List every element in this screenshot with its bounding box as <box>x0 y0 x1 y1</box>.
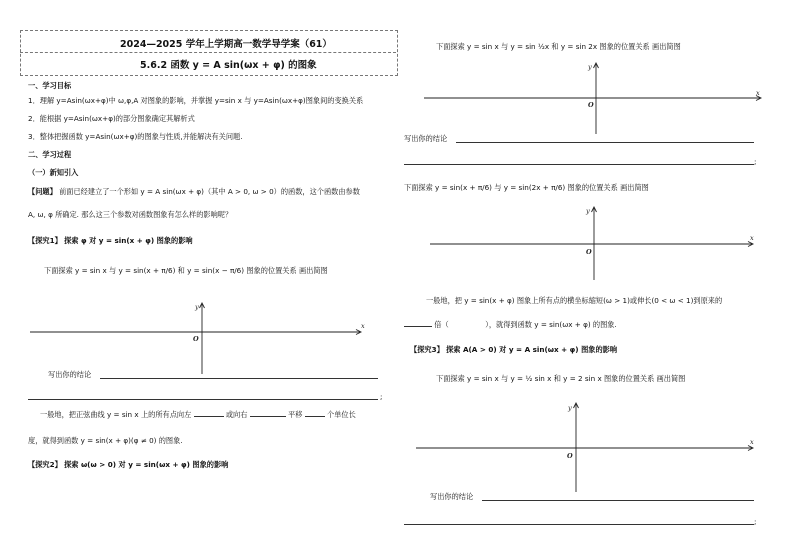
x-axis-label: x <box>750 438 754 446</box>
question-label: 【问题】 <box>28 187 57 196</box>
blank-units[interactable] <box>305 416 325 417</box>
semicolon-2: ; <box>754 157 757 166</box>
question-line-2: A, ω, φ 所确定. 那么这三个参数对函数图象有怎么样的影响呢？ <box>28 210 233 219</box>
explore2-conclusion-line-2[interactable] <box>404 164 754 165</box>
question-line-1 <box>28 187 360 197</box>
explore1-general-line-2: 度，就得到函数 y = sin(x + φ)(φ ≠ 0) 的图象. <box>28 436 183 445</box>
origin-label: O <box>193 335 199 343</box>
explore2-general-line-2 <box>404 320 617 330</box>
explore3-label: 【探究3】 <box>410 345 444 354</box>
explore1-title: 探索 φ 对 y = sin(x + φ) 图象的影响 <box>64 236 193 245</box>
page-subtitle: 5.6.2 函数 y = A sin(ωx + φ) 的图象 <box>140 60 317 71</box>
y-axis-label: y <box>588 63 592 71</box>
general-text-4: 个单位长 <box>327 410 356 419</box>
explore1-task: 下面探索 y = sin x 与 y = sin(x + π/6) 和 y = sin(x − π/6) 图象的位置关系 画出简图 <box>44 266 328 275</box>
explore2-general-line-1: 一般地，把 y = sin(x + φ) 图象上所有点的横坐标缩短(ω > 1)或伸长(0 < ω < 1)到原来的 <box>426 296 723 305</box>
explore3-conclusion-label: 写出你的结论 <box>430 492 474 501</box>
goals-heading: 一、学习目标 <box>28 81 72 90</box>
explore3-conclusion-line-2[interactable] <box>404 524 754 525</box>
explore3-task: 下面探索 y = sin x 与 y = ½ sin x 和 y = 2 sin x 图象的位置关系 画出简图 <box>436 374 686 383</box>
x-axis-label: x <box>756 89 760 97</box>
x-axis-label: x <box>750 234 754 242</box>
explore2-label: 【探究2】 <box>28 460 62 469</box>
page-title: 2024—2025 学年上学期高一数学导学案（61） <box>120 39 332 50</box>
explore1-conclusion-label: 写出你的结论 <box>48 370 92 379</box>
graph-axes-4 <box>408 402 768 496</box>
general-text-end: ），就得到函数 y = sin(ωx + φ) 的图象. <box>485 320 617 329</box>
explore1-conclusion-line-1[interactable] <box>100 378 378 379</box>
title-divider <box>20 52 396 53</box>
general-text-3: 平移 <box>288 410 303 419</box>
explore2-task2: 下面探索 y = sin(x + π/6) 与 y = sin(2x + π/6) 图象的位置关系 画出简图 <box>404 183 649 192</box>
explore3-title: 探索 A(A > 0) 对 y = A sin(ωx + φ) 图象的影响 <box>446 345 618 354</box>
y-axis-label: y <box>586 207 590 215</box>
explore3-conclusion-line-1[interactable] <box>482 500 754 501</box>
blank-ratio[interactable] <box>404 326 432 327</box>
explore1-heading <box>28 236 193 246</box>
graph-axes-2 <box>416 62 776 142</box>
general-text-1: 一般地，把正弦曲线 y = sin x 上的所有点向左 <box>40 410 192 419</box>
origin-label: O <box>567 452 573 460</box>
explore1-general-line-1 <box>40 410 356 420</box>
graph-axes-3 <box>416 206 776 286</box>
y-axis-label: y <box>195 303 199 311</box>
goal-item-2: 2．能根据 y=Asin(ωx+φ)的部分图象确定其解析式 <box>28 114 195 123</box>
goal-item-3: 3．整体把握函数 y=Asin(ωx+φ)的图象与性质,并能解决有关问题. <box>28 132 243 141</box>
explore1-label: 【探究1】 <box>28 236 62 245</box>
origin-label: O <box>586 248 592 256</box>
question-text: 前面已经建立了一个形如 y = A sin(ωx + φ)（其中 A > 0, ω > 0）的函数，这个函数由参数 <box>59 187 360 196</box>
goal-item-1: 1．理解 y=Asin(ωx+φ)中 ω,φ,A 对图象的影响，并掌握 y=sin x 与 y=Asin(ωx+φ)图象间的变换关系 <box>28 96 364 105</box>
explore2-task: 下面探索 y = sin x 与 y = sin ½x 和 y = sin 2x 图象的位置关系 画出简图 <box>436 42 681 51</box>
process-heading: 二、学习过程 <box>28 150 72 159</box>
origin-label: O <box>588 101 594 109</box>
semicolon-1: ; <box>380 392 383 401</box>
general-text-2: 或向右 <box>225 410 248 419</box>
explore2-conclusion-line-1[interactable] <box>456 142 754 143</box>
explore2-conclusion-label: 写出你的结论 <box>404 134 448 143</box>
blank-left[interactable] <box>194 416 224 417</box>
y-axis-label: y <box>568 404 572 412</box>
semicolon-3: ; <box>754 517 757 526</box>
explore2-heading <box>28 460 228 470</box>
process-subheading: （一）新知引入 <box>28 168 79 177</box>
x-axis-label: x <box>361 322 365 330</box>
general-text-ratio: 倍（ <box>434 320 449 329</box>
explore2-title: 探索 ω(ω > 0) 对 y = sin(ωx + φ) 图象的影响 <box>64 460 229 469</box>
explore1-conclusion-line-2[interactable] <box>28 399 378 400</box>
explore3-heading <box>410 345 617 355</box>
blank-right[interactable] <box>250 416 286 417</box>
